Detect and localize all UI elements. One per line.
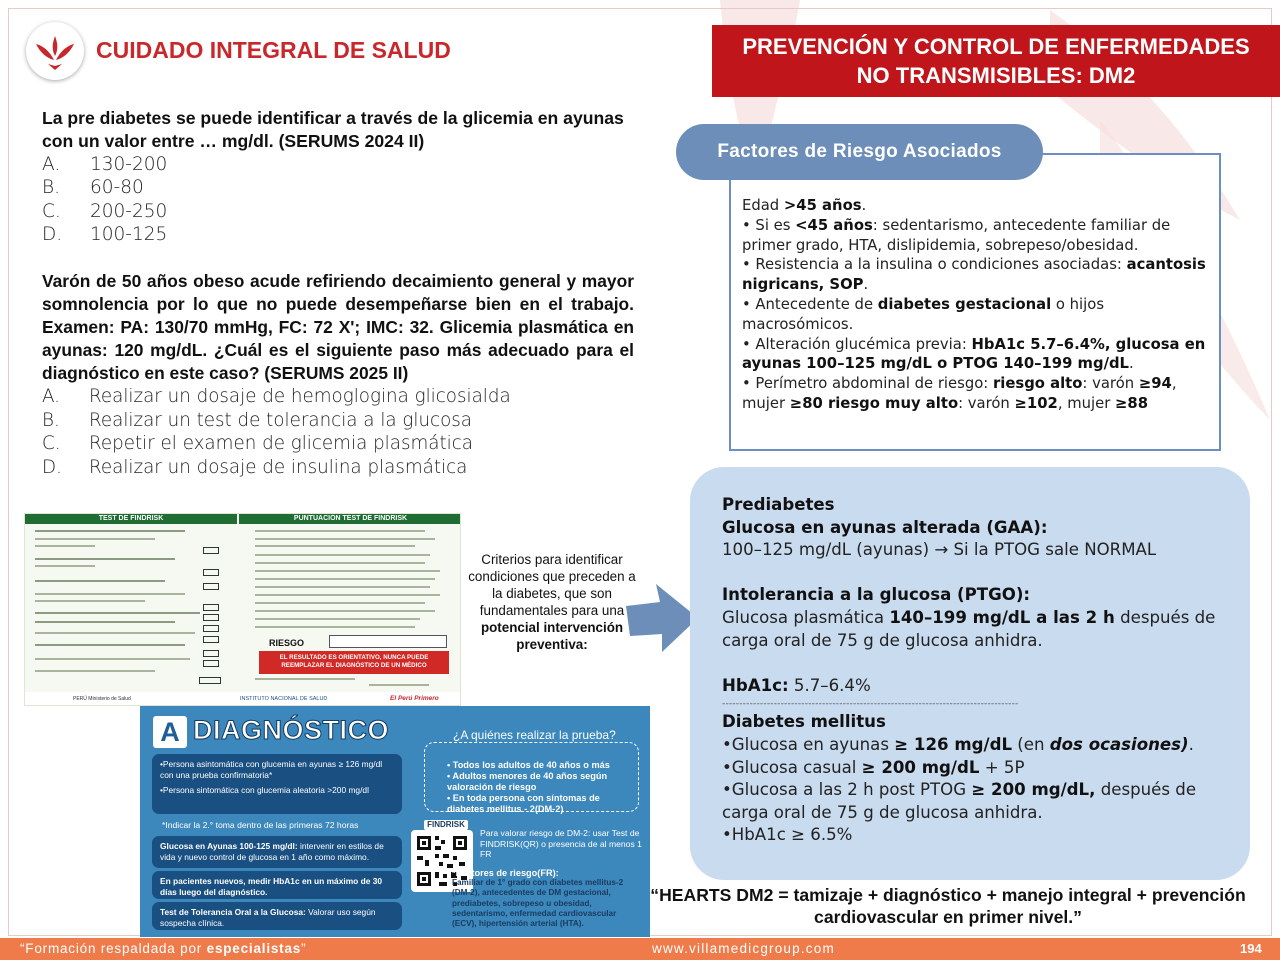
diagnostico-card-criteria: •Persona asintomática con glucemia en ayunas ≥ 126 mg/dl con una prueba confirmatoria* •Persona sintomática con glucemia aleatoria >200 mg/dl bbox=[152, 754, 402, 814]
prediabetes-title: Prediabetes bbox=[722, 495, 835, 514]
divider-line: -------------------------------------------------------------------------------------- bbox=[722, 699, 1019, 710]
diagnostico-card-gaa: Glucosa en Ayunas 100-125 mg/dl: intervenir en estilos de vida y nuevo control de glucosa en 1 año como máximo. bbox=[152, 836, 402, 868]
question-2-option-b: B. Realizar un test de tolerancia a la glucosa bbox=[42, 409, 473, 431]
diagnostico-infographic bbox=[140, 706, 650, 937]
diagnostico-title: DIAGNÓSTICO bbox=[193, 715, 390, 745]
findrisk-questionnaire bbox=[25, 514, 237, 706]
ptgo-title: Intolerancia a la glucosa (PTGO): bbox=[722, 585, 1031, 605]
findrisk-riesgo-field bbox=[329, 635, 447, 648]
question-2-stem: Varón de 50 años obeso acude refiriendo decaimiento general y mayor somnolencia por lo que no puede desempeñarse bien en el trabajo. Examen: PA: 130/70 mmHg, FC: 72 X'; IMC: 32. Glicemia plasmática en ayunas: 120 mg/dL. ¿Cuál es el siguiente paso más adecuado para el diagnóstico en este caso? (SERUMS 2025 II) bbox=[42, 271, 634, 384]
question-2-option-a: A. Realizar un dosaje de hemoglogina glicosialda bbox=[42, 386, 511, 408]
diagnostico-badge: A bbox=[153, 716, 187, 748]
findrisk-left-header: TEST DE FINDRISK bbox=[25, 514, 237, 524]
phoenix-logo-icon bbox=[26, 22, 84, 80]
dm-criterion-ptog: •Glucosa a las 2 h post PTOG ≥ 200 mg/dL, después de carga oral de 75 g de glucosa anhidra. bbox=[722, 780, 1197, 822]
risk-factors-tab: Factores de Riesgo Asociados bbox=[676, 124, 1043, 180]
diagnostico-note: *Indicar la 2.° toma dentro de las primeras 72 horas bbox=[162, 820, 359, 830]
gaa-title: Glucosa en ayunas alterada (GAA): bbox=[722, 517, 1048, 537]
question-1-option-b: B. 60-80 bbox=[42, 177, 144, 199]
ptgo-text: Glucosa plasmática 140–199 mg/dL a las 2 h después de carga oral de 75 g de glucosa anhidra. bbox=[722, 607, 1216, 650]
diagnostico-who-list: • Todos los adultos de 40 años o más • Adultos menores de 40 años según valoración de riesgo • En toda persona con síntomas de diabetes mellitus - 2(DM-2) bbox=[447, 760, 610, 814]
dm-criterion-hba1c: •HbA1c ≥ 6.5% bbox=[722, 825, 853, 845]
question-1-option-c: C. 200-250 bbox=[42, 200, 168, 222]
gaa-text: 100–125 mg/dL (ayunas) → Si la PTOG sale NORMAL bbox=[722, 540, 1157, 560]
footer-url[interactable]: www.villamedicgroup.com bbox=[652, 941, 835, 956]
findrisk-qr-text: Para valorar riesgo de DM-2: usar Test de FINDRISK(QR) o presencia de al menos 1 FR bbox=[480, 828, 642, 859]
risk-factor-gestational: • Antecedente de diabetes gestacional o hijos macrosómicos. bbox=[742, 295, 1105, 333]
dm-title: Diabetes mellitus bbox=[722, 712, 886, 732]
findrisk-scoring bbox=[239, 514, 461, 706]
findrisk-ministry: PERÚ Ministerio de Salud bbox=[73, 696, 131, 702]
question-2 bbox=[42, 270, 634, 479]
question-2-option-d: D. Realizar un dosaje de insulina plasmática bbox=[42, 456, 468, 478]
diagnostico-risk-factors: *Factores de riesgo(FR): Familiar de 1° grado con diabetes mellitus-2 (DM-2), antecedentes de DM gestacional, prediabetes, sobrepeso u obesidad, sedentarismo, enfermedad cardiovascular (ECV), hipertensión arterial (HTA). bbox=[452, 868, 624, 929]
page-number: 194 bbox=[1240, 941, 1262, 956]
diagnostico-who-title: ¿A quiénes realizar la prueba? bbox=[453, 728, 616, 742]
dm-criterion-casual: •Glucosa casual ≥ 200 mg/dL + 5P bbox=[722, 757, 1025, 777]
diagnostico-card-hba1c: En pacientes nuevos, medir HbA1c en un máximo de 30 días luego del diagnóstico. bbox=[152, 871, 402, 899]
page-title-line2: NO TRANSMISIBLES: DM2 bbox=[856, 63, 1136, 88]
findrisk-riesgo-label: RIESGO bbox=[269, 638, 305, 648]
dm-criterion-fasting: •Glucosa en ayunas ≥ 126 mg/dL (en dos ocasiones). bbox=[722, 734, 1194, 754]
hba1c-line: HbA1c: 5.7–6.4% bbox=[722, 675, 871, 695]
findrisk-qr-label: FINDRISK bbox=[424, 820, 468, 830]
findrisk-test-image bbox=[24, 513, 461, 706]
question-1-option-d: D. 100-125 bbox=[42, 224, 168, 246]
risk-factor-age: Edad >45 años. bbox=[742, 197, 867, 214]
brand-title: CUIDADO INTEGRAL DE SALUD bbox=[96, 37, 451, 63]
findrisk-ins: INSTITUTO NACIONAL DE SALUD bbox=[240, 696, 328, 702]
risk-factors-content bbox=[742, 196, 1210, 414]
footer-bar bbox=[0, 938, 1280, 960]
risk-factor-waist: • Perímetro abdominal de riesgo: riesgo alto: varón ≥94, mujer ≥80 riesgo muy alto: varón ≥102, mujer ≥88 bbox=[742, 375, 1177, 412]
risk-factor-young: • Si es <45 años: sedentarismo, antecedente familiar de primer grado, HTA, dislipidemia, sobrepeso/obesidad. bbox=[742, 216, 1171, 254]
criteria-caption: Criterios para identificar condiciones que preceden a la diabetes, que son fundamentales para una potencial intervención preventiva: bbox=[468, 552, 636, 652]
page-title-line1: PREVENCIÓN Y CONTROL DE ENFERMEDADES bbox=[742, 34, 1250, 59]
risk-factor-insulin: • Resistencia a la insulina o condiciones asociadas: acantosis nigricans, SOP. bbox=[742, 256, 1206, 294]
findrisk-peru: El Perú Primero bbox=[390, 695, 439, 702]
prediabetes-content bbox=[722, 494, 1232, 847]
question-1-option-a: A. 130-200 bbox=[42, 154, 168, 175]
risk-factor-glycemic: • Alteración glucémica previa: HbA1c 5.7–6.4%, glucosa en ayunas 100–125 mg/dL o PTOG 140–199 mg/dL. bbox=[742, 335, 1206, 373]
diagnostico-card-ptog: Test de Tolerancia Oral a la Glucosa: Valorar uso según sospecha clínica. bbox=[152, 902, 402, 930]
question-2-option-c: C. Repetir el examen de glicemia plasmática bbox=[42, 433, 474, 455]
footer-tagline: “Formación respaldada por especialistas” bbox=[20, 941, 307, 956]
question-1 bbox=[42, 107, 640, 247]
question-1-stem: La pre diabetes se puede identificar a través de la glicemia en ayunas con un valor entre … mg/dl. (SERUMS 2024 II) bbox=[42, 108, 624, 151]
page-title-banner bbox=[712, 25, 1280, 97]
findrisk-alert: EL RESULTADO ES ORIENTATIVO, NUNCA PUEDE REEMPLAZAR EL DIAGNÓSTICO DE UN MÉDICO bbox=[259, 651, 449, 674]
findrisk-right-header: PUNTUACIÓN TEST DE FINDRISK bbox=[239, 514, 461, 524]
hearts-quote: “HEARTS DM2 = tamizaje + diagnóstico + manejo integral + prevención cardiovascular en primer nivel.” bbox=[650, 885, 1246, 927]
